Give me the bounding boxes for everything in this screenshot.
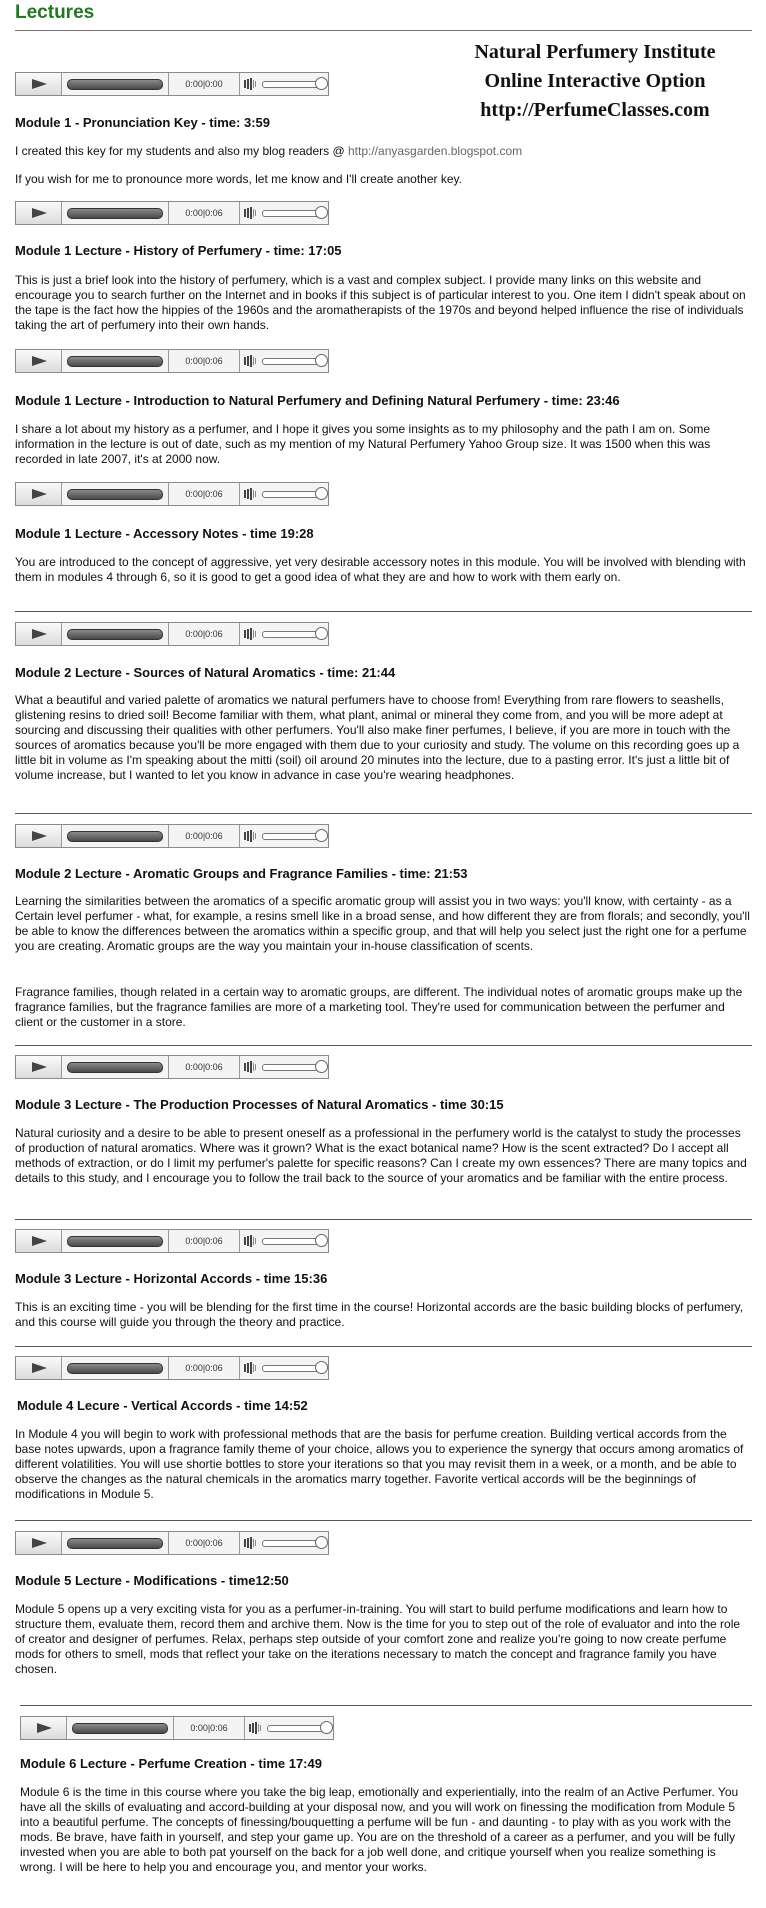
section-divider — [15, 813, 752, 814]
play-button[interactable] — [16, 1532, 62, 1554]
volume-control[interactable] — [240, 73, 328, 95]
audio-player — [20, 1716, 334, 1740]
page-title: Lectures — [15, 2, 95, 23]
volume-slider[interactable] — [262, 210, 324, 217]
section-text: Learning the similarities between the aromatics of a specific aromatic group will assist you in two ways: you'll know, with certainty - as a Certain level perfumer - what, for example, a resins smell like in a broad sense, and how different they are from florals; and secondly, you'll be able to know the differences between the aromatics within a specific group, and that will help you select just the right one for a perfume you are creating. Aromatic groups are the way you maintain your in-house classification of scents. — [15, 894, 750, 953]
audio-player — [15, 482, 329, 506]
section-heading: Module 2 Lecture - Sources of Natural Aromatics - time: 21:44 — [15, 665, 396, 680]
section-divider — [15, 1520, 752, 1521]
volume-slider[interactable] — [262, 631, 324, 638]
institute-name: Natural Perfumery Institute — [474, 41, 716, 63]
seek-track — [67, 1062, 163, 1073]
seek-track — [67, 1538, 163, 1549]
speaker-icon — [244, 1537, 258, 1549]
audio-player — [15, 201, 329, 225]
section-heading: Module 1 Lecture - Accessory Notes - time 19:28 — [15, 526, 314, 541]
seek-track — [67, 1363, 163, 1374]
play-button[interactable] — [16, 623, 62, 645]
volume-slider[interactable] — [267, 1725, 329, 1732]
volume-control[interactable] — [240, 202, 328, 224]
audio-player — [15, 1356, 329, 1380]
time-display: 0:00|0:06 — [169, 1532, 240, 1554]
time-display: 0:00|0:06 — [169, 202, 240, 224]
blog-link[interactable]: http://anyasgarden.blogspot.com — [348, 144, 523, 158]
section-text: Natural curiosity and a desire to be able to present oneself as a professional in the perfumery world is the catalyst to study the processes of production of natural aromatics. Where was it grown? What is the exact botanical name? How is the scent extracted? Do I accept all methods of extraction, or do I limit my perfumer's palette for specific reasons? Can I create my own essences? There are many topics and details to this study, and I encourage you to follow the trail back to the source of your aromatics and be familiar with the entire process. — [15, 1126, 747, 1185]
play-icon — [30, 1235, 48, 1247]
seek-bar[interactable] — [62, 825, 169, 847]
seek-bar[interactable] — [62, 1056, 169, 1078]
volume-control[interactable] — [240, 483, 328, 505]
seek-track — [67, 629, 163, 640]
play-button[interactable] — [16, 1056, 62, 1078]
speaker-icon — [244, 1362, 258, 1374]
speaker-icon — [244, 830, 258, 842]
seek-bar[interactable] — [62, 623, 169, 645]
section-text: This is just a brief look into the history of perfumery, which is a vast and complex subject. I provide many links on this website and encourage you to search further on the Internet and in books if this subject is of particular interest to you. One item I didn't speak about on the tape is the fact how the hippies of the 1960s and the aromatherapists of the 1970s and beyond helped influence the rise of individuals taking the art of perfumery into their own hands. — [15, 273, 746, 332]
volume-knob[interactable] — [315, 1361, 328, 1374]
play-button[interactable] — [16, 825, 62, 847]
section-heading: Module 3 Lecture - Horizontal Accords - time 15:36 — [15, 1271, 328, 1286]
institute-header — [430, 38, 760, 125]
volume-knob[interactable] — [315, 1060, 328, 1073]
volume-knob[interactable] — [315, 829, 328, 842]
volume-knob[interactable] — [315, 354, 328, 367]
play-button[interactable] — [21, 1717, 67, 1739]
play-button[interactable] — [16, 73, 62, 95]
play-icon — [30, 488, 48, 500]
section-divider — [15, 1346, 752, 1347]
speaker-icon — [244, 1235, 258, 1247]
section-divider — [15, 1219, 752, 1220]
seek-track — [72, 1723, 168, 1734]
time-display: 0:00|0:06 — [169, 1056, 240, 1078]
section-heading: Module 6 Lecture - Perfume Creation - time 17:49 — [20, 1756, 322, 1771]
play-icon — [30, 1537, 48, 1549]
volume-knob[interactable] — [315, 1234, 328, 1247]
section-text: Module 5 opens up a very exciting vista for you as a perfumer-in-training. You will start to build perfume modifications and learn how to structure them, evaluate them, record them and archive them. Now is the time for you to step out of the role of evaluator and into the role of creator and designer of perfumes. Relax, perhaps step outside of your comfort zone and realize you're going to now create perfume mods for others to smell, mods that reflect your take on the iterations necessary to match the concept and fragrance family you have chosen. — [15, 1602, 741, 1676]
volume-slider[interactable] — [262, 81, 324, 88]
play-button[interactable] — [16, 1230, 62, 1252]
section-heading: Module 2 Lecture - Aromatic Groups and Fragrance Families - time: 21:53 — [15, 866, 468, 881]
title-divider — [15, 30, 752, 31]
audio-player — [15, 1229, 329, 1253]
play-icon — [35, 1722, 53, 1734]
institute-url: http://PerfumeClasses.com — [480, 99, 710, 121]
volume-knob[interactable] — [315, 206, 328, 219]
seek-track — [67, 1236, 163, 1247]
speaker-icon — [249, 1722, 263, 1734]
volume-control[interactable] — [240, 1532, 328, 1554]
time-display: 0:00|0:00 — [169, 73, 240, 95]
seek-bar[interactable] — [62, 1230, 169, 1252]
volume-slider[interactable] — [262, 1365, 324, 1372]
play-icon — [30, 78, 48, 90]
section-text: I created this key for my students and also my blog readers @ http://anyasgarden.blogspot.com — [15, 144, 523, 158]
speaker-icon — [244, 1061, 258, 1073]
audio-player — [15, 349, 329, 373]
volume-control[interactable] — [240, 623, 328, 645]
seek-track — [67, 208, 163, 219]
section-heading: Module 4 Lecure - Vertical Accords - time 14:52 — [17, 1398, 308, 1413]
section-text: Module 6 is the time in this course where you take the big leap, emotionally and experientially, into the realm of an Active Perfumer. You have all the skills of evaluating and accord-building at your disposal now, and you will work on finessing the modification from Module 5 into a beautiful perfume. The concepts of finessing/bouquetting a perfume will be fun - and daunting - to play with as you work with the mods. Be brave, have faith in yourself, and step your game up. You are on the threshold of a career as a perfumer, and you will be fully invested when you are able to both pat yourself on the back for a job well done, and critique yourself when you realize something is wrong. I will be here to help you and encourage you, and mentor your works. — [20, 1785, 739, 1874]
volume-slider[interactable] — [262, 1238, 324, 1245]
section-heading: Module 3 Lecture - The Production Processes of Natural Aromatics - time 30:15 — [15, 1097, 504, 1112]
volume-control[interactable] — [240, 825, 328, 847]
play-icon — [30, 355, 48, 367]
play-icon — [30, 628, 48, 640]
section-divider — [20, 1705, 752, 1706]
play-button[interactable] — [16, 350, 62, 372]
seek-track — [67, 356, 163, 367]
section-text: What a beautiful and varied palette of aromatics we natural perfumers have to choose from! Everything from rare flowers to seashells, glistening resins to dried soil! Become familiar with them, what plant, animal or mineral they come from, and you will be more adept at sourcing and discussing their qualities with other perfumers. You'll also make finer perfumes, I believe, if you are more in touch with the sources of aromatics because you'll be more engaged with them due to your curiosity and study. The volume on this recording goes up a little bit in volume as I'm speaking about the mitti (soil) oil around 20 minutes into the lecture, due to a pasting error. It's just a little bit of volume increase, but I wanted to let you know in advance in case you're wearing headphones. — [15, 693, 740, 782]
volume-control[interactable] — [245, 1717, 333, 1739]
play-icon — [30, 1362, 48, 1374]
volume-slider[interactable] — [262, 491, 324, 498]
seek-bar[interactable] — [62, 1357, 169, 1379]
volume-slider[interactable] — [262, 1540, 324, 1547]
time-display: 0:00|0:06 — [174, 1717, 245, 1739]
seek-bar[interactable] — [62, 483, 169, 505]
audio-player — [15, 622, 329, 646]
time-display: 0:00|0:06 — [169, 1230, 240, 1252]
seek-bar[interactable] — [62, 202, 169, 224]
volume-control[interactable] — [240, 350, 328, 372]
section-heading: Module 1 Lecture - Introduction to Natural Perfumery and Defining Natural Perfumery - time: 23:46 — [15, 393, 620, 408]
section-heading: Module 1 - Pronunciation Key - time: 3:59 — [15, 115, 270, 130]
section-text: I share a lot about my history as a perfumer, and I hope it gives you some insights as to my philosophy and the path I am on. Some information in the lecture is out of date, such as my mention of my Natural Perfumery Yahoo Group size. It was 1500 when this was recorded in late 2007, it's at 2000 now. — [15, 422, 711, 466]
volume-knob[interactable] — [315, 487, 328, 500]
section-divider — [15, 611, 752, 612]
section-text: You are introduced to the concept of aggressive, yet very desirable accessory notes in this module. You will be involved with blending with them in modules 4 through 6, so it is good to get a good idea of what they are and how to work with them early on. — [15, 555, 746, 584]
time-display: 0:00|0:06 — [169, 825, 240, 847]
section-text: This is an exciting time - you will be blending for the first time in the course! Horizontal accords are the basic building blocks of perfumery, and this course will guide you through the theory and practice. — [15, 1300, 744, 1329]
section-text: If you wish for me to pronounce more words, let me know and I'll create another key. — [15, 172, 462, 186]
section-divider — [15, 1045, 752, 1046]
speaker-icon — [244, 207, 258, 219]
volume-slider[interactable] — [262, 1064, 324, 1071]
volume-knob[interactable] — [315, 627, 328, 640]
speaker-icon — [244, 488, 258, 500]
play-icon — [30, 207, 48, 219]
speaker-icon — [244, 355, 258, 367]
volume-control[interactable] — [240, 1230, 328, 1252]
seek-bar[interactable] — [62, 1532, 169, 1554]
speaker-icon — [244, 628, 258, 640]
seek-track — [67, 831, 163, 842]
seek-track — [67, 489, 163, 500]
volume-slider[interactable] — [262, 833, 324, 840]
section-text: In Module 4 you will begin to work with professional methods that are the basis for perfume creation. Building vertical accords from the base notes upwards, upon a fragrance family theme of your choice, allows you to experience the synergy that occurs among aromatics of different volatilities. You will use shortie bottles to store your iterations so that you may revisit them in a week, or a month, and be able to observe the changes as the natural chemicals in the aromatics marry together. Favorite vertical accords will be the beginnings of modifications in Module 5. — [15, 1427, 744, 1501]
play-button[interactable] — [16, 1357, 62, 1379]
time-display: 0:00|0:06 — [169, 483, 240, 505]
volume-slider[interactable] — [262, 358, 324, 365]
section-text: Fragrance families, though related in a certain way to aromatic groups, are different. The individual notes of aromatic groups make up the fragrance families, but the fragrance families are more of a marketing tool. They're used for communication between the perfumer and client or the customer in a store. — [15, 985, 743, 1029]
play-button[interactable] — [16, 202, 62, 224]
seek-bar[interactable] — [67, 1717, 174, 1739]
time-display: 0:00|0:06 — [169, 623, 240, 645]
audio-player — [15, 1055, 329, 1079]
institute-option: Online Interactive Option — [484, 70, 706, 92]
volume-knob[interactable] — [315, 1536, 328, 1549]
seek-bar[interactable] — [62, 350, 169, 372]
volume-control[interactable] — [240, 1357, 328, 1379]
volume-knob[interactable] — [315, 77, 328, 90]
time-display: 0:00|0:06 — [169, 1357, 240, 1379]
audio-player — [15, 72, 329, 96]
play-icon — [30, 830, 48, 842]
audio-player — [15, 1531, 329, 1555]
speaker-icon — [244, 78, 258, 90]
play-button[interactable] — [16, 483, 62, 505]
audio-player — [15, 824, 329, 848]
time-display: 0:00|0:06 — [169, 350, 240, 372]
seek-track — [67, 79, 163, 90]
section-heading: Module 1 Lecture - History of Perfumery - time: 17:05 — [15, 243, 342, 258]
section-heading: Module 5 Lecture - Modifications - time12:50 — [15, 1573, 289, 1588]
seek-bar[interactable] — [62, 73, 169, 95]
volume-knob[interactable] — [320, 1721, 333, 1734]
play-icon — [30, 1061, 48, 1073]
volume-control[interactable] — [240, 1056, 328, 1078]
